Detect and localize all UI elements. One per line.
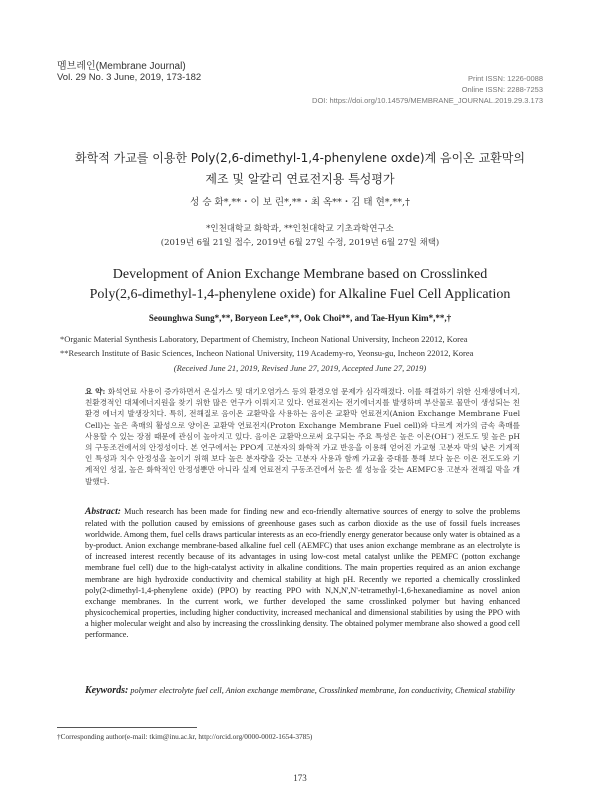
title-korean-line-1: 화학적 가교를 이용한 Poly(2,6-dimethyl-1,4-phenylene oxde)계 음이온 교환막의 (75, 151, 525, 165)
issn-online: Online ISSN: 2288-7253 (461, 85, 543, 94)
title-english-line-1: Development of Anion Exchange Membrane based on Crosslinked (112, 267, 488, 282)
keywords-label: Keywords: (85, 685, 129, 696)
title-korean (60, 148, 540, 190)
authors-english: Seounghwa Sung*,**, Boryeon Lee*,**, Ook Choi**, and Tae-Hyun Kim*,**,† (148, 313, 452, 323)
page-number: 173 (293, 773, 307, 783)
title-english (60, 265, 540, 305)
dates-korean: (2019년 6월 21일 접수, 2019년 6월 27일 수정, 2019년 6월 27일 채택) (160, 238, 440, 248)
affiliation-english-2: **Research Institute of Basic Sciences, Incheon National University, 119 Academy-ro, Yeonsu-gu, Incheon 22012, Korea (60, 348, 474, 358)
affiliation-english-1: *Organic Material Synthesis Laboratory, Department of Chemistry, Incheon National University, Incheon 22012, Korea (60, 334, 468, 344)
title-korean-line-2: 제조 및 알칼리 연료전지용 특성평가 (205, 172, 395, 186)
journal-name: 멤브레인(Membrane Journal) (57, 61, 186, 72)
abstract-english (85, 506, 520, 640)
abstract-korean-label: 요 약: (85, 387, 106, 396)
corresponding-author-footnote: †Corresponding author(e-mail: tkim@inu.ac.kr, http://orcid.org/0000-0002-1654-3785) (57, 732, 313, 741)
abstract-english-text: Much research has been made for finding new and eco-friendly alternative sources of energy to solve the problems related with the pollution caused by emissions of greenhouse gases such as carbon dioxide as the use of fossil fuels increases worldwide. Among them, fuel cells draws particular interests as an eco-friendly energy generator because only water is obtained as a by-product. Anion exchange membrane-based alkaline fuel cell (AEMFC) that uses anion exchange membrane as an electrolyte is of increased interest recently because of its advantages in using low-cost metal catalyst unlike the PEMFC (potton exchange membrane fuel cell) due to the high-catalyst activity in alkaline conditions. The main properties required as an anion exchange membrane are high hydroxide conductivity and chemical stability at high pH. Recently we reported a chemically crosslinked poly(2-dimethyl-1,4-phenylene oxide) (PPO) by reacting PPO with N,N,N',N'-tetramethyl-1,6-hexanediamine as novel anion exchange membranes. In the current work, we further developed the same crosslinked polymer but having enhanced physicochemical properties, including higher conductivity, increased mechanical and dimensional stabilities by using the PPO with a higher molecular weight and also by increasing the crosslinking density. The obtained polymer membrane also showed a good cell performance. (85, 507, 520, 640)
keywords (85, 685, 520, 696)
doi-link[interactable]: DOI: https://doi.org/10.14579/MEMBRANE_JOURNAL.2019.29.3.173 (312, 96, 543, 105)
abstract-korean-text: 화석연료 사용이 증가하면서 온실가스 및 대기오염가스 등의 환경오염 문제가 심각해졌다. 이를 해결하기 위한 신재생에너지, 친환경적인 대체에너지원을 찾기 위한 많은 연구가 이뤄지고 있다. 연료전지는 전기에너지를 발생하며 부산물로 물만이 생성되는 친환경 에너지 발생장치다. 특히, 전해질로 음이온 교환막을 사용하는 음이온 교환막 연료전지(Anion Exchange Membrane Fuel Cell)는 높은 촉매의 활성으로 양이온 교환막 연료전지(Proton Exchange Membrane Fuel cell)와 다르게 저가의 금속 촉매를 사용할 수 있는 장점 때문에 관심이 높아지고 있다. 음이온 교환막으로써 요구되는 주요 특성은 높은 이온(OH⁻) 전도도 및 높은 pH의 구동조건에서의 안정성이다. 본 연구에서는 PPO계 고분자의 화학적 가교 반응을 이용해 얻어진 가교형 고분자 막의 낮은 기계적인 특성과 치수 안정성을 높이기 위해 보다 높은 분자량을 갖는 고분자 사용과 함께 가교율 증대를 통해 보다 높은 이온 전도도와 기계적인 성질, 높은 화학적인 안정성뿐만 아니라 실제 연료전지 구동조건에서 높은 셀 성능을 갖는 AEMFC용 고분자 전해질 막을 개발했다. (85, 387, 520, 486)
keywords-text: polymer electrolyte fuel cell, Anion exchange membrane, Crosslinked membrane, Ion conductivity, Chemical stability (128, 686, 515, 695)
title-english-line-2: Poly(2,6-dimethyl-1,4-phenylene oxide) for Alkaline Fuel Cell Application (89, 287, 511, 302)
affiliation-korean: *인천대학교 화학과, **인천대학교 기초과학연구소 (206, 224, 394, 234)
issn-print: Print ISSN: 1226-0088 (467, 74, 543, 83)
authors-korean: 성 승 화*,**・이 보 린*,**・최 옥**・김 태 현*,**,† (190, 197, 410, 208)
abstract-korean (85, 386, 520, 487)
footnote-divider (57, 727, 197, 728)
dates-english: (Received June 21, 2019, Revised June 27, 2019, Accepted June 27, 2019) (173, 363, 427, 373)
abstract-english-label: Abstract: (85, 507, 121, 517)
volume-info: Vol. 29 No. 3 June, 2019, 173-182 (57, 72, 202, 83)
